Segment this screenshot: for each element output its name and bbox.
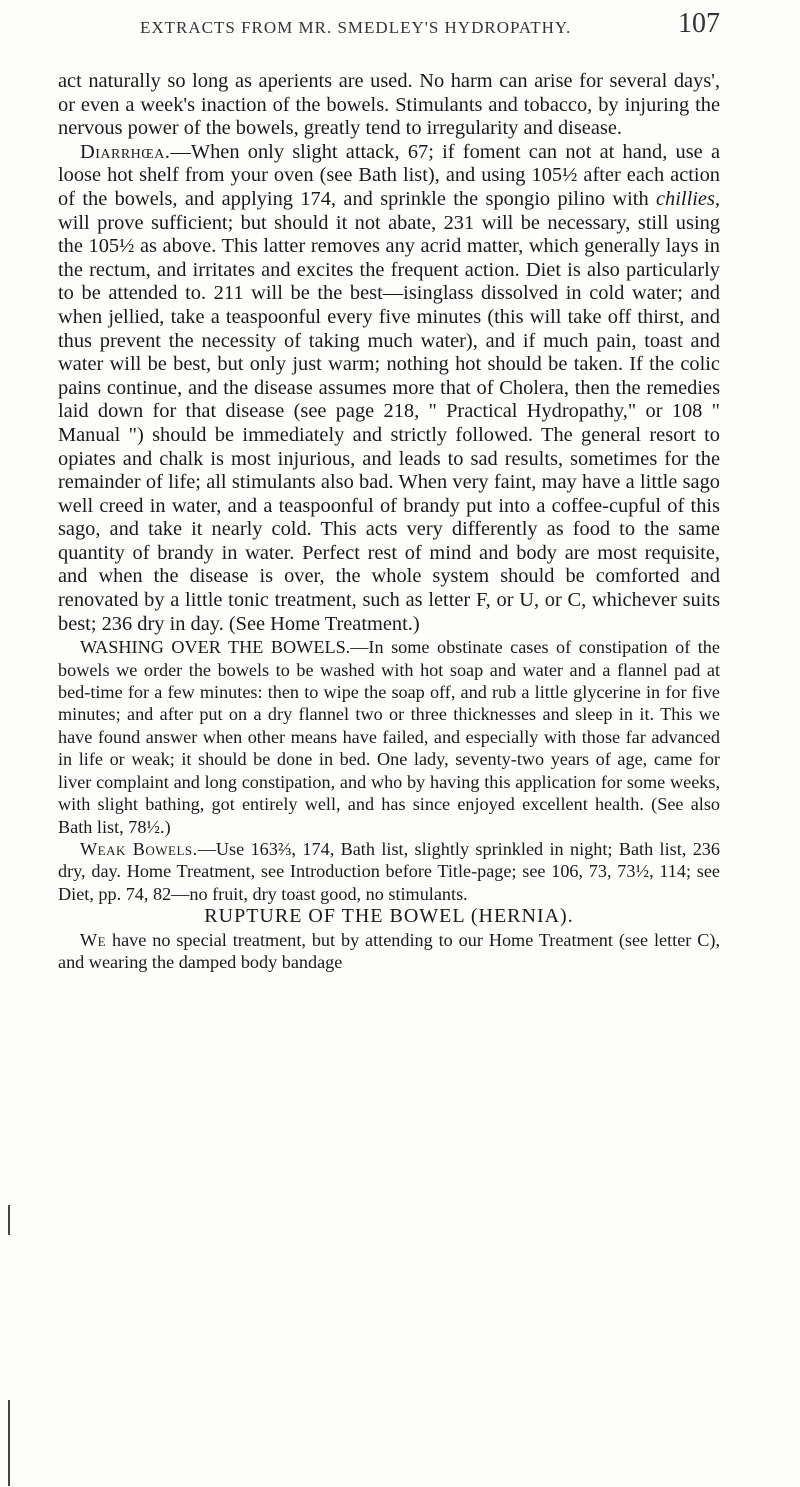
paragraph-diarrhoea [58, 141, 720, 636]
paragraph-weak-bowels [58, 838, 720, 905]
washing-heading: WASHING OVER THE BOWELS. [80, 637, 351, 658]
weak-bowels-heading: Weak Bowels. [80, 838, 198, 859]
rupture-lead: We [80, 929, 107, 950]
section-heading-rupture: RUPTURE OF THE BOWEL (HERNIA). [204, 905, 574, 928]
rupture-text: have no special treatment, but by attending to our Home Treatment (see letter C), and wearing the damped body bandage [58, 929, 720, 973]
running-head [140, 8, 720, 39]
diarrhoea-text-a: —When only slight attack, 67; if foment can not at hand, use a loose hot shelf from your oven (see Bath list), and using 105½ after each action of the bowels, and applying 174, and sprinkle the spongio pilino with [58, 140, 720, 210]
diarrhoea-heading: Diarrhœa. [80, 140, 171, 163]
diarrhoea-text-b: will prove sufficient; but should it not abate, 231 will be necessary, still using the 105½ as above. This latter removes any acrid matter, which generally lays in the rectum, and irritates and excites the frequent action. Diet is also particularly to be attended to. 211 will be the best—isinglass dissolved in cold water; and when jellied, take a teaspoonful every five minutes (this will take off thirst, and thus prevent the necessity of taking much water), and if much pain, toast and water will be best, but only just warm; nothing hot should be taken. If the colic pains continue, and the disease assumes more that of Cholera, then the remedies laid down for that disease (see page 218, " Practical Hydropathy," or 108 " Manual ") should be immediately and strictly followed. The general resort to opiates and chalk is most injurious, and leads to sad results, sometimes for the remainder of life; all stimulants also bad. When very faint, may have a little sago well creed in water, and a teaspoonful of brandy put into a coffee-cupful of this sago, and take it nearly cold. This acts very differently as food to the same quantity of brandy in water. Perfect rest of mind and body are most requisite, and when the disease is over, the whole system should be comforted and renovated by a little tonic treatment, such as letter F, or U, or C, whichever suits best; 236 dry in day. (See Home Treatment.) [58, 211, 720, 635]
diarrhoea-italic: chillies, [656, 187, 720, 210]
weak-bowels-text: —Use 163⅔, 174, Bath list, slightly sprinkled in night; Bath list, 236 dry, day. Home Treatment, see Introduction before Title-page; see 106, 73, 73½, 114; see Diet, pp. 74, 82—no fruit, dry toast good, no stimulants. [58, 838, 720, 904]
page-number: 107 [678, 8, 720, 39]
paragraph-washing-bowels [58, 636, 720, 838]
body-text [58, 70, 720, 974]
washing-text: —In some obstinate cases of constipation of the bowels we order the bowels to be washed with hot soap and water and a flannel pad at bed-time for a few minutes: then to wipe the soap off, and rub a little glycerine in for five minutes; and after put on a dry flannel two or three thicknesses and sleep in it. This we have found answer when other means have failed, and especially with those far advanced in life or weak; it should be done in bed. One lady, seventy-two years of age, came for liver complaint and long constipation, and who by having this application for some weeks, with slight bathing, got entirely well, and has since enjoyed excellent health. (See also Bath list, 78½.) [58, 637, 720, 837]
paragraph-rupture [58, 929, 720, 974]
margin-rule [8, 1205, 10, 1235]
paragraph-constipation-end: act naturally so long as aperients are used. No harm can arise for several days', or even a week's inaction of the bowels. Stimulants and tobacco, by injuring the nervous power of the bowels, greatly tend to irregularity and disease. [58, 70, 720, 140]
margin-rule [8, 1400, 10, 1486]
running-title: EXTRACTS FROM MR. SMEDLEY'S HYDROPATHY. [140, 18, 572, 37]
